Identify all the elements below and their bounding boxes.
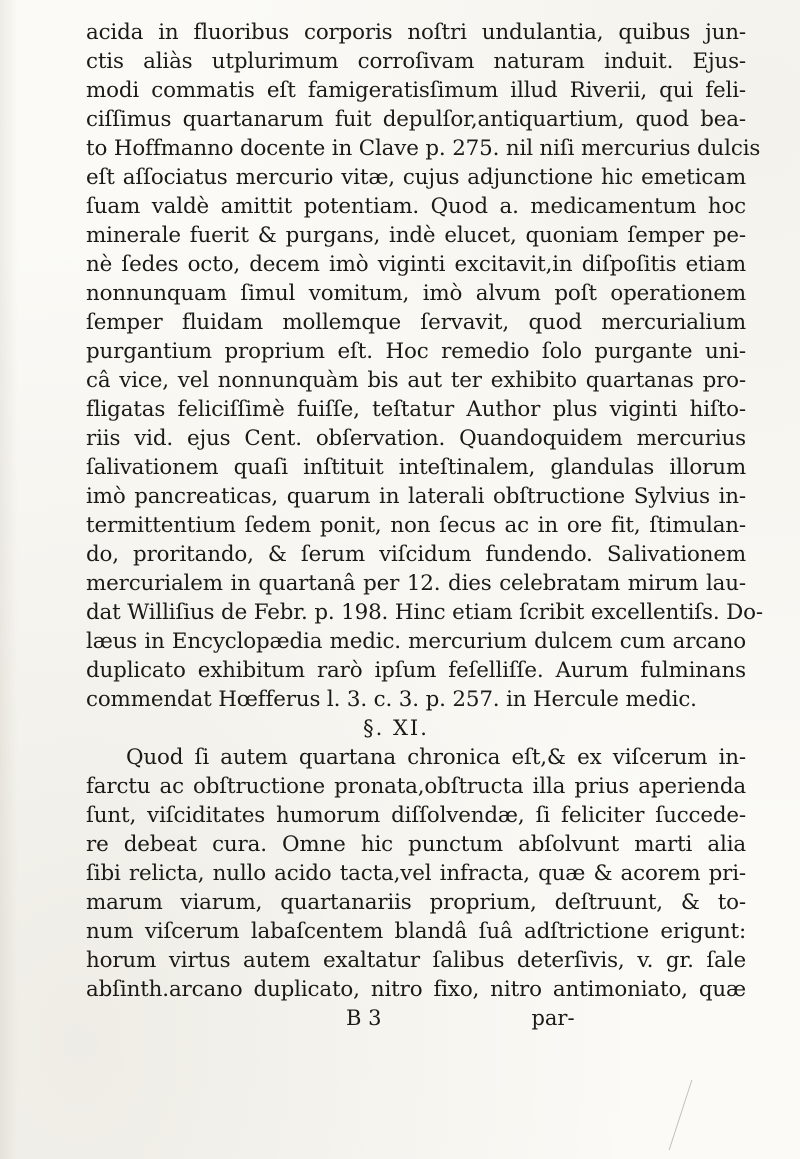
catchword: par- bbox=[531, 1006, 575, 1030]
text-line: horum virtus autem exaltatur ſalibus deterſivis, v. gr. ſale bbox=[86, 948, 746, 973]
page-gutter-shadow bbox=[0, 0, 18, 1159]
text-line: num viſcerum labaſcentem blandâ ſuâ adſtrictione erigunt: bbox=[86, 919, 746, 944]
text-line: ſuam valdè amittit potentiam. Quod a. medicamentum hoc bbox=[86, 194, 746, 219]
text-line: marum viarum, quartanariis proprium, deſtruunt, & to- bbox=[86, 890, 746, 915]
signature-mark: B 3 bbox=[346, 1006, 382, 1030]
text-line: to Hoffmanno docente in Clave p. 275. nil niſi mercurius dulcis bbox=[86, 136, 761, 161]
text-line: mercurialem in quartanâ per 12. dies celebratam mirum lau- bbox=[86, 571, 746, 596]
text-line: Quod ſi autem quartana chronica eſt,& ex viſcerum in- bbox=[126, 745, 746, 770]
text-line: minerale fuerit & purgans, indè elucet, quoniam ſemper pe- bbox=[86, 223, 746, 248]
text-body bbox=[86, 18, 763, 1032]
text-line: eſt aſſociatus mercurio vitæ, cujus adjunctione hic emeticam bbox=[86, 165, 746, 190]
text-line: acida in fluoribus corporis noſtri undulantia, quibus jun- bbox=[86, 20, 746, 45]
text-line: câ vice, vel nonnunquàm bis aut ter exhibito quartanas pro- bbox=[86, 368, 746, 393]
text-line: ciſſimus quartanarum fuit depulſor,antiquartium, quod bea- bbox=[86, 107, 746, 132]
text-line: ſunt, viſciditates humorum diſſolvendæ, ſi feliciter ſuccede- bbox=[86, 803, 746, 828]
text-line: abſinth.arcano duplicato, nitro fixo, nitro antimoniato, quæ bbox=[86, 977, 746, 1002]
text-line: dat Williſius de Febr. p. 198. Hinc etiam ſcribit excellentiſs. Do- bbox=[86, 600, 763, 625]
text-line: duplicato exhibitum rarò ipſum feſelliſſe. Aurum fulminans bbox=[86, 658, 746, 683]
text-line: re debeat cura. Omne hic punctum abſolvunt marti alia bbox=[86, 832, 746, 857]
text-line: ſalivationem quaſi inſtituit inteſtinalem, glandulas illorum bbox=[86, 455, 746, 480]
text-line: fligatas feliciſſimè fuiſſe, teſtatur Author plus viginti hiſto- bbox=[86, 397, 746, 422]
text-line: ſibi relicta, nullo acido tacta,vel infracta, quæ & acorem pri- bbox=[86, 861, 746, 886]
text-line: farctu ac obſtructione pronata,obſtructa illa prius aperienda bbox=[86, 774, 746, 799]
text-line: nonnunquam ſimul vomitum, imò alvum poſt operationem bbox=[86, 281, 746, 306]
text-line: purgantium proprium eſt. Hoc remedio ſolo purgante uni- bbox=[86, 339, 746, 364]
text-line: imò pancreaticas, quarum in laterali obſtructione Sylvius in- bbox=[86, 484, 746, 509]
text-line: ctis aliàs utplurimum corroſivam naturam induit. Ejus- bbox=[86, 49, 746, 74]
paper-crease bbox=[669, 1080, 743, 1150]
text-line: læus in Encyclopædia medic. mercurium dulcem cum arcano bbox=[86, 629, 746, 654]
text-line: commendat Hœfferus l. 3. c. 3. p. 257. in Hercule medic. bbox=[86, 687, 697, 712]
text-line: modi commatis eſt famigeratisſimum illud Riverii, qui feli- bbox=[86, 78, 746, 103]
text-line: do, proritando, & ſerum viſcidum fundendo. Salivationem bbox=[86, 542, 746, 567]
text-line: termittentium ſedem ponit, non ſecus ac in ore fit, ſtimulan- bbox=[86, 513, 746, 538]
page-footer bbox=[86, 1004, 746, 1032]
text-line: ſemper fluidam mollemque ſervavit, quod mercurialium bbox=[86, 310, 746, 335]
text-line: riis vid. ejus Cent. obſervation. Quandoquidem mercurius bbox=[86, 426, 746, 451]
text-line: nè ſedes octo, decem imò viginti excitavit,in diſpoſitis etiam bbox=[86, 252, 746, 277]
section-heading: §. XI. bbox=[363, 716, 429, 740]
